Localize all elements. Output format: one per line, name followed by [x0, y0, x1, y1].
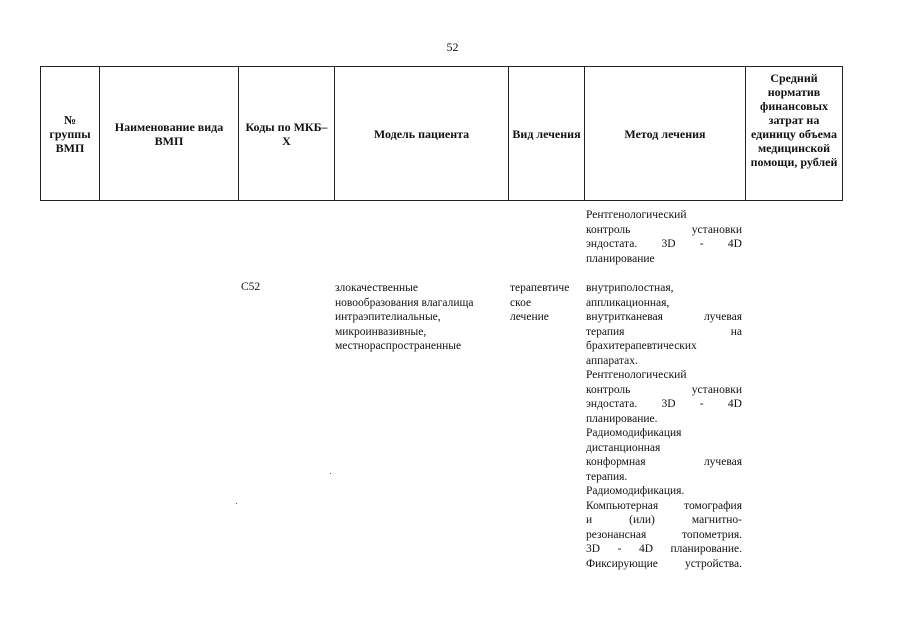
text-line: микроинвазивные, — [335, 325, 427, 338]
text-line: Рентгенологический — [586, 369, 687, 381]
treatment-type — [510, 281, 582, 325]
text-line: аппликационная, — [586, 296, 670, 309]
text-line: лечение — [510, 311, 549, 323]
text-line: интраэпителиальные, — [335, 311, 441, 323]
text-line: планирование. — [586, 412, 658, 425]
text-line: Фиксирующие устройства. — [586, 557, 742, 570]
text-line: конформная лучевая — [586, 456, 742, 468]
header-group-number: № группы ВМП — [49, 112, 91, 155]
text-line: новообразования влагалища — [335, 296, 474, 309]
treatment-method — [586, 281, 742, 571]
header-treatment-type: Вид лечения — [508, 67, 584, 200]
text-line: злокачественные — [335, 282, 418, 294]
scan-speck — [330, 473, 331, 474]
header-treatment-method: Метод лечения — [584, 67, 745, 200]
text-line: аппаратах. — [586, 354, 638, 367]
text-line: дистанционная — [586, 441, 661, 454]
header-average-cost: Средний норматив финансовых затрат на единицу объема медицинской помощи, рублей — [745, 67, 842, 200]
text-line: и (или) магнитно- — [586, 514, 742, 526]
text-line: внутриполостная, — [586, 282, 674, 294]
text-line: эндостата. 3D - 4D — [586, 398, 742, 410]
text-line: 3D - 4D планирование. — [586, 543, 742, 555]
icd-code: C52 — [241, 281, 261, 293]
text-line: терапия. — [586, 470, 628, 483]
text-line: ское — [510, 296, 532, 309]
text-line: резонансная топометрия. — [586, 528, 742, 541]
text-line: Рентгенологический — [586, 209, 687, 221]
header-vmp-name: Наименование вида ВМП — [99, 67, 238, 200]
text-line: Компьютерная томография — [586, 499, 742, 512]
page-number: 52 — [446, 40, 459, 54]
text-line: планирование — [586, 252, 655, 265]
text-line: терапия на — [586, 325, 742, 338]
patient-model — [335, 281, 507, 354]
header-patient-model: Модель пациента — [334, 67, 508, 200]
text-line: терапевтиче — [510, 282, 570, 294]
header-icd-codes: Коды по МКБ–Х — [238, 67, 334, 200]
text-line: эндостата. 3D - 4D — [586, 238, 742, 250]
table-header — [40, 66, 843, 201]
method-continuation — [586, 208, 742, 266]
text-line: брахитерапевтических — [586, 340, 697, 352]
text-line: местнораспространенные — [335, 340, 462, 352]
text-line: Радиомодификация. — [586, 485, 685, 497]
text-line: Радиомодификация — [586, 427, 682, 439]
text-line: контроль установки — [586, 223, 742, 236]
text-line: контроль установки — [586, 383, 742, 396]
text-line: внутритканевая лучевая — [586, 311, 742, 323]
scan-speck — [236, 503, 237, 504]
